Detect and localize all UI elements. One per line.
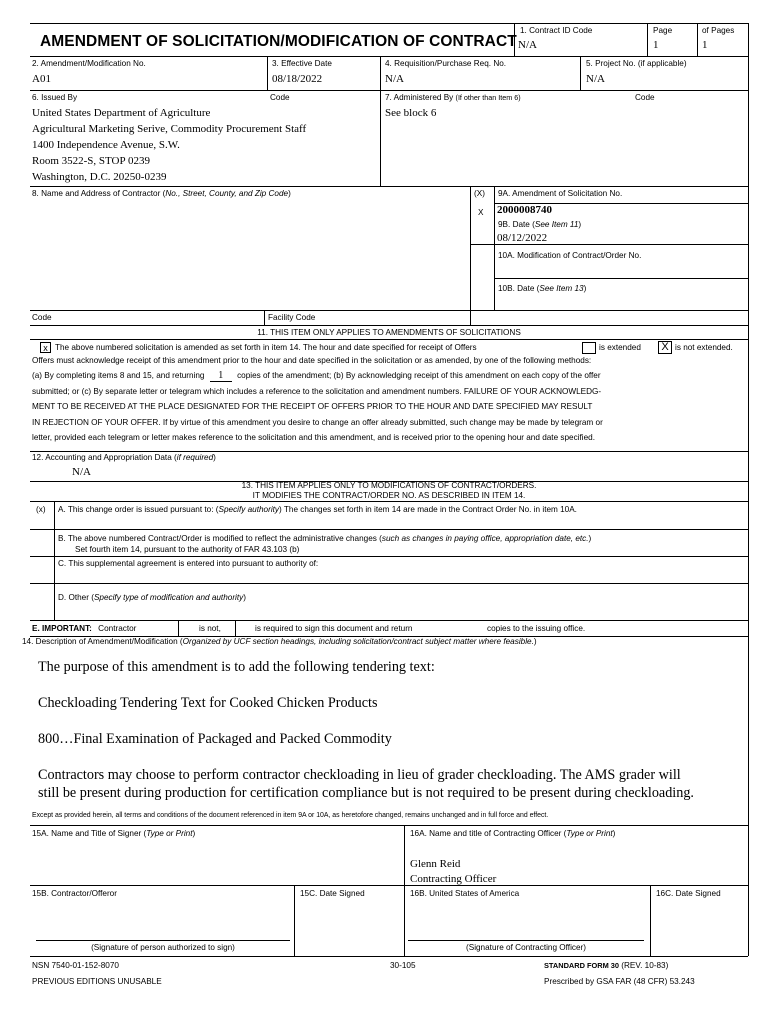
rule (30, 56, 748, 57)
item11-line2: Offers must acknowledge receipt of this amendment prior to the hour and date specified in the solicitation or as amended, by one of the following methods: (32, 356, 592, 365)
description-label-italic: Organized by UCF section headings, including solicitation/contract subject matter where feasible. (182, 637, 534, 646)
rule (30, 23, 748, 24)
item11-x-checkbox[interactable]: x (40, 342, 51, 353)
page-value: 1 (653, 39, 659, 51)
officer-title: Contracting Officer (410, 873, 497, 885)
officer-name: Glenn Reid (410, 858, 461, 870)
rule (30, 825, 748, 826)
signer-15a-text: 15A. Name and Title of Signer ( (32, 829, 147, 838)
rule (748, 23, 749, 956)
contractor-code-label: Code (32, 313, 52, 322)
accounting-label-text: 12. Accounting and Appropriation Data ( (32, 453, 177, 462)
page-label: Page (653, 26, 673, 35)
item11-line7: letter, provided each telegram or letter makes reference to the solicitation and this amendment, and is received prior to the opening hour and date specified. (32, 433, 595, 442)
rule (178, 620, 179, 636)
of-pages-label: of Pages (702, 26, 735, 35)
officer-16a-end: ) (612, 829, 616, 838)
facility-code-label: Facility Code (268, 313, 316, 322)
contractor-label-text: 8. Name and Address of Contractor ( (32, 189, 166, 198)
issued-by-line: 1400 Independence Avenue, S.W. (32, 139, 180, 151)
issued-by-code-label: Code (270, 93, 290, 102)
description-label-end: ) (533, 637, 537, 646)
item11-heading: 11. THIS ITEM ONLY APPLIES TO AMENDMENTS OF SOLICITATIONS (257, 328, 521, 337)
item13-b (58, 534, 591, 543)
standard-form (544, 961, 668, 971)
rule (470, 186, 471, 325)
administered-by-label-text: 7. Administered By (385, 93, 454, 102)
issued-by-line: Agricultural Marketing Serive, Commodity Procurement Staff (32, 123, 307, 135)
officer-16a-label (410, 829, 615, 838)
date-9b-label-end: ) (578, 220, 582, 229)
requisition-value: N/A (385, 73, 404, 85)
administered-by-value: See block 6 (385, 107, 437, 119)
description-paragraph: Contractors may choose to perform contractor checkloading in lieu of grader checkloading. The AMS grader will (38, 767, 681, 783)
item13-b-italic: such as changes in paying office, appropriation date, etc. (381, 534, 589, 543)
standard-form-rev: (REV. 10-83) (621, 961, 669, 970)
form-title: AMENDMENT OF SOLICITATION/MODIFICATION OF CONTRACT (40, 33, 517, 50)
item13-b-end: ) (588, 534, 592, 543)
rule (30, 451, 748, 452)
rule (30, 583, 748, 584)
effective-date-value: 08/18/2022 (272, 73, 323, 85)
rule (54, 501, 55, 620)
description-paragraph: still be present during production for certification compliance but is not required to be present during checkloading. (38, 785, 694, 801)
accounting-label-italic: if required (176, 453, 214, 462)
date-10b-label-end: ) (583, 284, 587, 293)
rule (494, 186, 495, 310)
project-label: 5. Project No. (if applicable) (586, 59, 687, 68)
description-paragraph: 800…Final Examination of Packaged and Packed Commodity (38, 731, 392, 747)
rule (580, 56, 581, 90)
item11-line6: IN REJECTION OF YOUR OFFER. If by virtue of this amendment you desire to change an offer already submitted, such change may be made by telegram or (32, 418, 603, 427)
rule (650, 885, 651, 956)
rule (30, 90, 748, 91)
form-number: 30-105 (390, 961, 416, 970)
except-note: Except as provided herein, all terms and conditions of the document referenced in item 9A or 10A, as heretofore changed, remains unchanged and in full force and effect. (32, 812, 549, 819)
previous-editions: PREVIOUS EDITIONS UNUSABLE (32, 977, 162, 986)
rule (30, 556, 748, 557)
contract-id-label: 1. Contract ID Code (520, 26, 593, 35)
item13-d-end: ) (243, 593, 246, 602)
rule (267, 56, 268, 90)
rule (30, 186, 748, 187)
contractor-signature-line[interactable] (36, 940, 290, 941)
issued-by-label: 6. Issued By (32, 93, 78, 102)
sf30-form (22, 23, 748, 986)
rule (697, 23, 698, 56)
copies-returned-field[interactable] (210, 370, 232, 382)
date-15c-label: 15C. Date Signed (300, 889, 365, 898)
contractor-label-italic: No., Street, County, and Zip Code (165, 189, 289, 198)
signer-15a-label (32, 829, 195, 838)
amendment-no-label: 2. Amendment/Modification No. (32, 59, 146, 68)
project-value: N/A (586, 73, 605, 85)
mod-10a-label: 10A. Modification of Contract/Order No. (498, 251, 642, 260)
requisition-label: 4. Requisition/Purchase Req. No. (385, 59, 507, 68)
item13-a-italic: Specify authority (218, 505, 280, 514)
item13-heading-2: IT MODIFIES THE CONTRACT/ORDER NO. AS DESCRIBED IN ITEM 14. (252, 491, 526, 500)
effective-date-label: 3. Effective Date (272, 59, 332, 68)
important-contractor: Contractor (98, 624, 137, 633)
item11-line3a: (a) By completing items 8 and 15, and returning (32, 371, 205, 380)
administered-by-label (385, 93, 521, 102)
officer-16a-text: 16A. Name and title of Contracting Officer ( (410, 829, 567, 838)
copies-value: 1 (218, 370, 224, 381)
item11-line3 (32, 368, 601, 383)
issued-by-line: Washington, D.C. 20250-0239 (32, 171, 167, 183)
contractor-15b-label: 15B. Contractor/Offeror (32, 889, 117, 898)
item13-b-line2: Set fourth item 14, pursuant to the authority of FAR 43.103 (b) (75, 545, 300, 554)
date-16c-label: 16C. Date Signed (656, 889, 721, 898)
rule (294, 885, 295, 956)
date-9b-label-text: 9B. Date ( (498, 220, 535, 229)
rule (380, 56, 381, 186)
date-9b-label-italic: See Item 11 (534, 220, 579, 229)
item11-line4: submitted; or (c) By separate letter or telegram which includes a reference to the solicitation and amendment numbers. FAILURE OF YOUR ACKNOWLEDG- (32, 387, 602, 396)
rule (404, 825, 405, 956)
is-not-extended-label: is not extended. (675, 343, 733, 352)
item13-d (58, 593, 246, 602)
description-paragraph: Checkloading Tendering Text for Cooked Chicken Products (38, 695, 378, 711)
item13-heading-1: 13. THIS ITEM APPLIES ONLY TO MODIFICATIONS OF CONTRACT/ORDERS. (241, 481, 537, 490)
rule (494, 278, 748, 279)
x-mark-9b: X (478, 208, 484, 217)
is-extended-label: is extended (599, 343, 641, 352)
signer-15a-italic: Type or Print (146, 829, 193, 838)
important-copies: copies to the issuing office. (487, 624, 586, 633)
date-10b-label-italic: See Item 13 (539, 284, 584, 293)
important-is-not: is not, (199, 624, 221, 633)
rule (30, 885, 748, 886)
important-label (32, 624, 136, 633)
rule (647, 23, 648, 56)
accounting-label (32, 453, 216, 462)
description-label-text: 14. Description of Amendment/Modification ( (22, 637, 183, 646)
of-pages-value: 1 (702, 39, 708, 51)
is-not-extended-checkbox[interactable]: X (658, 341, 672, 354)
officer-signature-caption: (Signature of Contracting Officer) (466, 943, 586, 952)
amend-sol-label: 9A. Amendment of Solicitation No. (498, 189, 623, 198)
item11-line3b: copies of the amendment; (b) By acknowledging receipt of this amendment on each copy of the offer (237, 371, 601, 380)
date-9b-label (498, 220, 581, 229)
rule (235, 620, 236, 636)
x-column-header: (X) (474, 189, 485, 198)
amendment-no-value: A01 (32, 73, 51, 85)
rule (30, 325, 748, 326)
rule (264, 310, 265, 325)
prescribed-by: Prescribed by GSA FAR (48 CFR) 53.243 (544, 977, 695, 986)
important-is-required: is required to sign this document and return (255, 624, 413, 633)
rule (30, 529, 748, 530)
contractor-label (32, 189, 291, 198)
contractor-signature-caption: (Signature of person authorized to sign) (91, 943, 235, 952)
description-paragraph: The purpose of this amendment is to add the following tendering text: (38, 659, 435, 675)
important-label-bold: E. IMPORTANT: (32, 624, 92, 633)
date-9b-value: 08/12/2022 (497, 232, 548, 244)
administered-code-label: Code (635, 93, 655, 102)
issued-by-line: Room 3522-S, STOP 0239 (32, 155, 150, 167)
usa-16b-label: 16B. United States of America (410, 889, 520, 898)
item13-c: C. This supplemental agreement is entered into pursuant to authority of: (58, 559, 319, 568)
accounting-label-end: ) (213, 453, 216, 462)
officer-signature-line[interactable] (408, 940, 644, 941)
description-label (22, 637, 537, 646)
rule (30, 310, 748, 311)
item11-line5: MENT TO BE RECEIVED AT THE PLACE DESIGNATED FOR THE RECEIPT OF OFFERS PRIOR TO THE HOUR AND DATE SPECIFIED MAY RESULT (32, 402, 593, 411)
accounting-value: N/A (72, 466, 91, 478)
item13-a (58, 505, 577, 514)
rule (30, 501, 748, 502)
item13-b-text: B. The above numbered Contract/Order is modified to reflect the administrative changes ( (58, 534, 382, 543)
item13-a-text: A. This change order is issued pursuant to: ( (58, 505, 219, 514)
contract-id-value: N/A (518, 39, 537, 51)
signer-15a-end: ) (192, 829, 196, 838)
issued-by-line: United States Department of Agriculture (32, 107, 211, 119)
officer-16a-italic: Type or Print (566, 829, 613, 838)
rule (30, 956, 748, 957)
administered-by-note: (If other than Item 6) (455, 93, 521, 102)
standard-form-bold: STANDARD FORM 30 (544, 961, 620, 970)
contractor-label-end: ) (288, 189, 291, 198)
date-10b-label-text: 10B. Date ( (498, 284, 540, 293)
rule (30, 339, 748, 340)
rule (30, 620, 748, 621)
date-10b-label (498, 284, 586, 293)
amend-sol-value: 2000008740 (497, 204, 552, 216)
item13-a-end: ) The changes set forth in item 14 are made in the Contract Order No. in item 10A. (279, 505, 577, 514)
item13-x-header: (x) (36, 505, 46, 514)
item11-line1: The above numbered solicitation is amended as set forth in item 14. The hour and date specified for receipt of Offers (55, 343, 477, 352)
nsn-number: NSN 7540-01-152-8070 (32, 961, 119, 970)
item13-d-italic: Specify type of modification and authority (93, 593, 244, 602)
item13-d-text: D. Other ( (58, 593, 94, 602)
